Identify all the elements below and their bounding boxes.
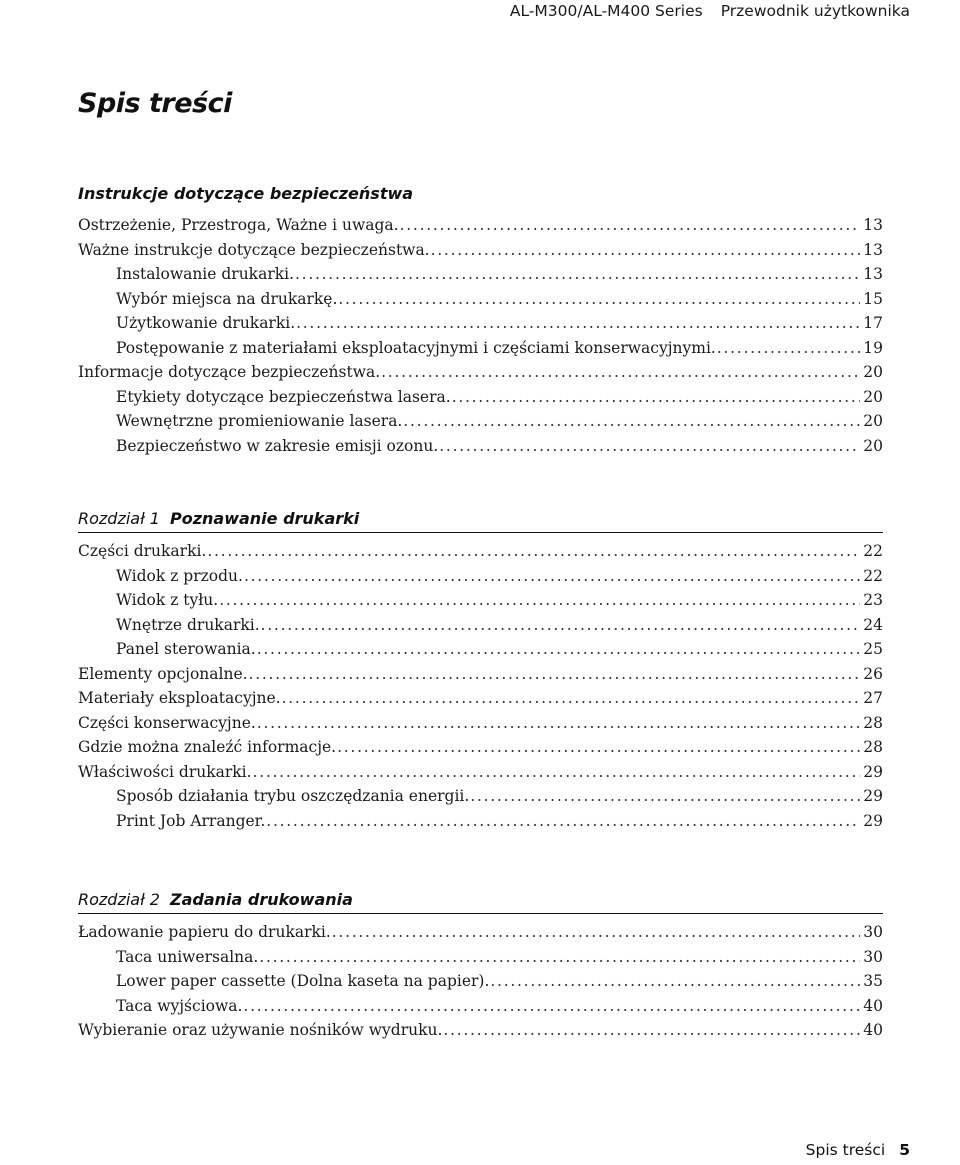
dot-leader [490, 969, 860, 994]
toc-entry-label: Wybór miejsca na drukarkę. [116, 289, 338, 308]
toc-entry-label: Widok z przodu. [116, 566, 243, 585]
dot-leader [295, 262, 860, 287]
toc-entry-label: Wewnętrzne promieniowanie lasera. [116, 412, 403, 430]
toc-entry-label: Widok z tyłu. [116, 591, 219, 609]
toc-entry-label: Bezpieczeństwo w zakresie emisji ozonu. [116, 436, 439, 455]
running-header [510, 0, 910, 22]
toc-page-number: 13 [863, 240, 883, 259]
dot-leader [717, 336, 860, 361]
toc-entry-label: Instalowanie drukarki. [116, 265, 295, 283]
toc-page-number: 28 [863, 713, 883, 732]
toc-list [78, 213, 883, 458]
toc-entry[interactable] [78, 213, 883, 238]
toc-entry[interactable] [78, 409, 883, 434]
footer-label: Spis treści [805, 1141, 886, 1159]
toc-page-number: 20 [863, 436, 883, 455]
toc-entry-label: Wnętrze drukarki. [116, 615, 260, 634]
toc-page-number: 22 [863, 566, 883, 585]
chapter-number: Rozdział 1 [78, 509, 160, 528]
toc-entry-label: Sposób działania trybu oszczędzania energii. [116, 787, 470, 805]
chapter-title: Poznawanie drukarki [169, 509, 360, 528]
toc-page-number: 13 [863, 265, 883, 283]
dot-leader [381, 360, 860, 385]
toc-entry-label: Taca uniwersalna. [116, 947, 259, 966]
toc-entry[interactable] [78, 385, 883, 410]
dot-leader [439, 434, 860, 459]
toc-entry[interactable] [78, 287, 883, 312]
toc-entry-label: Materiały eksploatacyjne. [78, 689, 281, 707]
toc-entry-label: Postępowanie z materiałami eksploatacyjnymi i częściami konserwacyjnymi. [116, 338, 716, 357]
toc-entry-label: Taca wyjściowa. [116, 996, 243, 1015]
dot-leader [452, 385, 861, 410]
dot-leader [431, 238, 861, 263]
toc-section-safety [78, 181, 883, 458]
toc-entry-label: Panel sterowania. [116, 640, 256, 658]
toc-page-number: 29 [863, 787, 883, 805]
toc-entry[interactable] [78, 1018, 883, 1043]
toc-page-number: 35 [863, 972, 883, 990]
toc-entry-label: Użytkowanie drukarki. [116, 314, 296, 332]
toc-entry[interactable] [78, 994, 883, 1019]
toc-entry[interactable] [78, 637, 883, 662]
toc-entry[interactable] [78, 760, 883, 785]
toc-entry-label: Części konserwacyjne. [78, 713, 256, 732]
toc-entry[interactable] [78, 945, 883, 970]
chapter-heading [78, 506, 883, 533]
dot-leader [261, 613, 861, 638]
toc-entry[interactable] [78, 360, 883, 385]
dot-leader [332, 920, 861, 945]
toc-entry-label: Ładowanie papieru do drukarki. [78, 923, 331, 941]
toc-entry[interactable] [78, 735, 883, 760]
toc-page-number: 20 [863, 412, 883, 430]
toc-page-number: 30 [863, 923, 883, 941]
toc-entry-label: Ważne instrukcje dotyczące bezpieczeństwa. [78, 240, 430, 259]
toc-page-number: 29 [863, 811, 883, 830]
toc-entry[interactable] [78, 336, 883, 361]
dot-leader [249, 662, 861, 687]
page-number: 5 [899, 1141, 910, 1159]
toc-entry[interactable] [78, 662, 883, 687]
toc-entry[interactable] [78, 434, 883, 459]
dot-leader [259, 945, 860, 970]
toc-page-number: 20 [863, 387, 883, 406]
toc-entry-label: Etykiety dotyczące bezpieczeństwa lasera. [116, 387, 451, 406]
toc-list [78, 539, 883, 833]
section-heading [78, 181, 883, 207]
toc-entry-label: Gdzie można znaleźć informacje. [78, 738, 337, 756]
toc-entry[interactable] [78, 809, 883, 834]
toc-page-number: 20 [863, 363, 883, 381]
toc-entry[interactable] [78, 686, 883, 711]
dot-leader [400, 213, 861, 238]
toc-entry[interactable] [78, 969, 883, 994]
toc-entry-label: Wybieranie oraz używanie nośników wydruku. [78, 1021, 443, 1039]
dot-leader [337, 735, 860, 760]
dot-leader [338, 287, 860, 312]
toc-page-number: 19 [863, 338, 883, 357]
toc-entry-label: Ostrzeżenie, Przestroga, Ważne i uwaga. [78, 216, 399, 234]
dot-leader [244, 564, 860, 589]
toc-entry-label: Lower paper cassette (Dolna kaseta na papier). [116, 972, 490, 990]
dot-leader [257, 637, 861, 662]
toc-entry[interactable] [78, 262, 883, 287]
toc-section-chapter-1 [78, 506, 883, 833]
toc-entry-label: Części drukarki. [78, 542, 207, 560]
toc-page-number: 40 [863, 996, 883, 1015]
header-guide: Przewodnik użytkownika [720, 2, 910, 20]
toc-page-number: 25 [863, 640, 883, 658]
dot-leader [253, 760, 861, 785]
dot-leader [282, 686, 861, 711]
toc-page-number: 23 [863, 591, 883, 609]
dot-leader [207, 539, 860, 564]
page-footer [806, 1141, 910, 1159]
toc-list [78, 920, 883, 1043]
toc-entry-label: Elementy opcjonalne. [78, 664, 248, 683]
toc-page-number: 26 [863, 664, 883, 683]
toc-entry[interactable] [78, 311, 883, 336]
toc-entry-label: Właściwości drukarki. [78, 762, 252, 781]
section-title: Instrukcje dotyczące bezpieczeństwa [78, 184, 414, 203]
toc-page-number: 17 [863, 314, 883, 332]
toc-entry-label: Print Job Arranger. [116, 811, 266, 830]
toc-page-number: 28 [863, 738, 883, 756]
dot-leader [243, 994, 860, 1019]
toc-page-number: 24 [863, 615, 883, 634]
toc-entry[interactable] [78, 784, 883, 809]
dot-leader [403, 409, 860, 434]
dot-leader [257, 711, 860, 736]
toc-page-number: 27 [863, 689, 883, 707]
toc-entry-label: Informacje dotyczące bezpieczeństwa. [78, 363, 381, 381]
toc-entry[interactable] [78, 711, 883, 736]
toc-entry[interactable] [78, 588, 883, 613]
dot-leader [443, 1018, 860, 1043]
dot-leader [470, 784, 860, 809]
toc-entry[interactable] [78, 613, 883, 638]
chapter-heading [78, 887, 883, 914]
toc-entry[interactable] [78, 539, 883, 564]
toc-section-chapter-2 [78, 887, 883, 1043]
dot-leader [219, 588, 860, 613]
toc-page-number: 40 [863, 1021, 883, 1039]
dot-leader [266, 809, 860, 834]
chapter-title: Zadania drukowania [169, 890, 353, 909]
header-model: AL-M300/AL-M400 Series [509, 2, 703, 20]
toc-entry[interactable] [78, 238, 883, 263]
toc-page-number: 22 [863, 542, 883, 560]
toc-page-number: 30 [863, 947, 883, 966]
toc-page-number: 13 [863, 216, 883, 234]
page-title: Spis treści [78, 88, 232, 119]
toc-entry[interactable] [78, 920, 883, 945]
toc-page-number: 15 [863, 289, 883, 308]
chapter-number: Rozdział 2 [78, 890, 160, 909]
toc-page-number: 29 [863, 762, 883, 781]
toc-entry[interactable] [78, 564, 883, 589]
dot-leader [296, 311, 860, 336]
